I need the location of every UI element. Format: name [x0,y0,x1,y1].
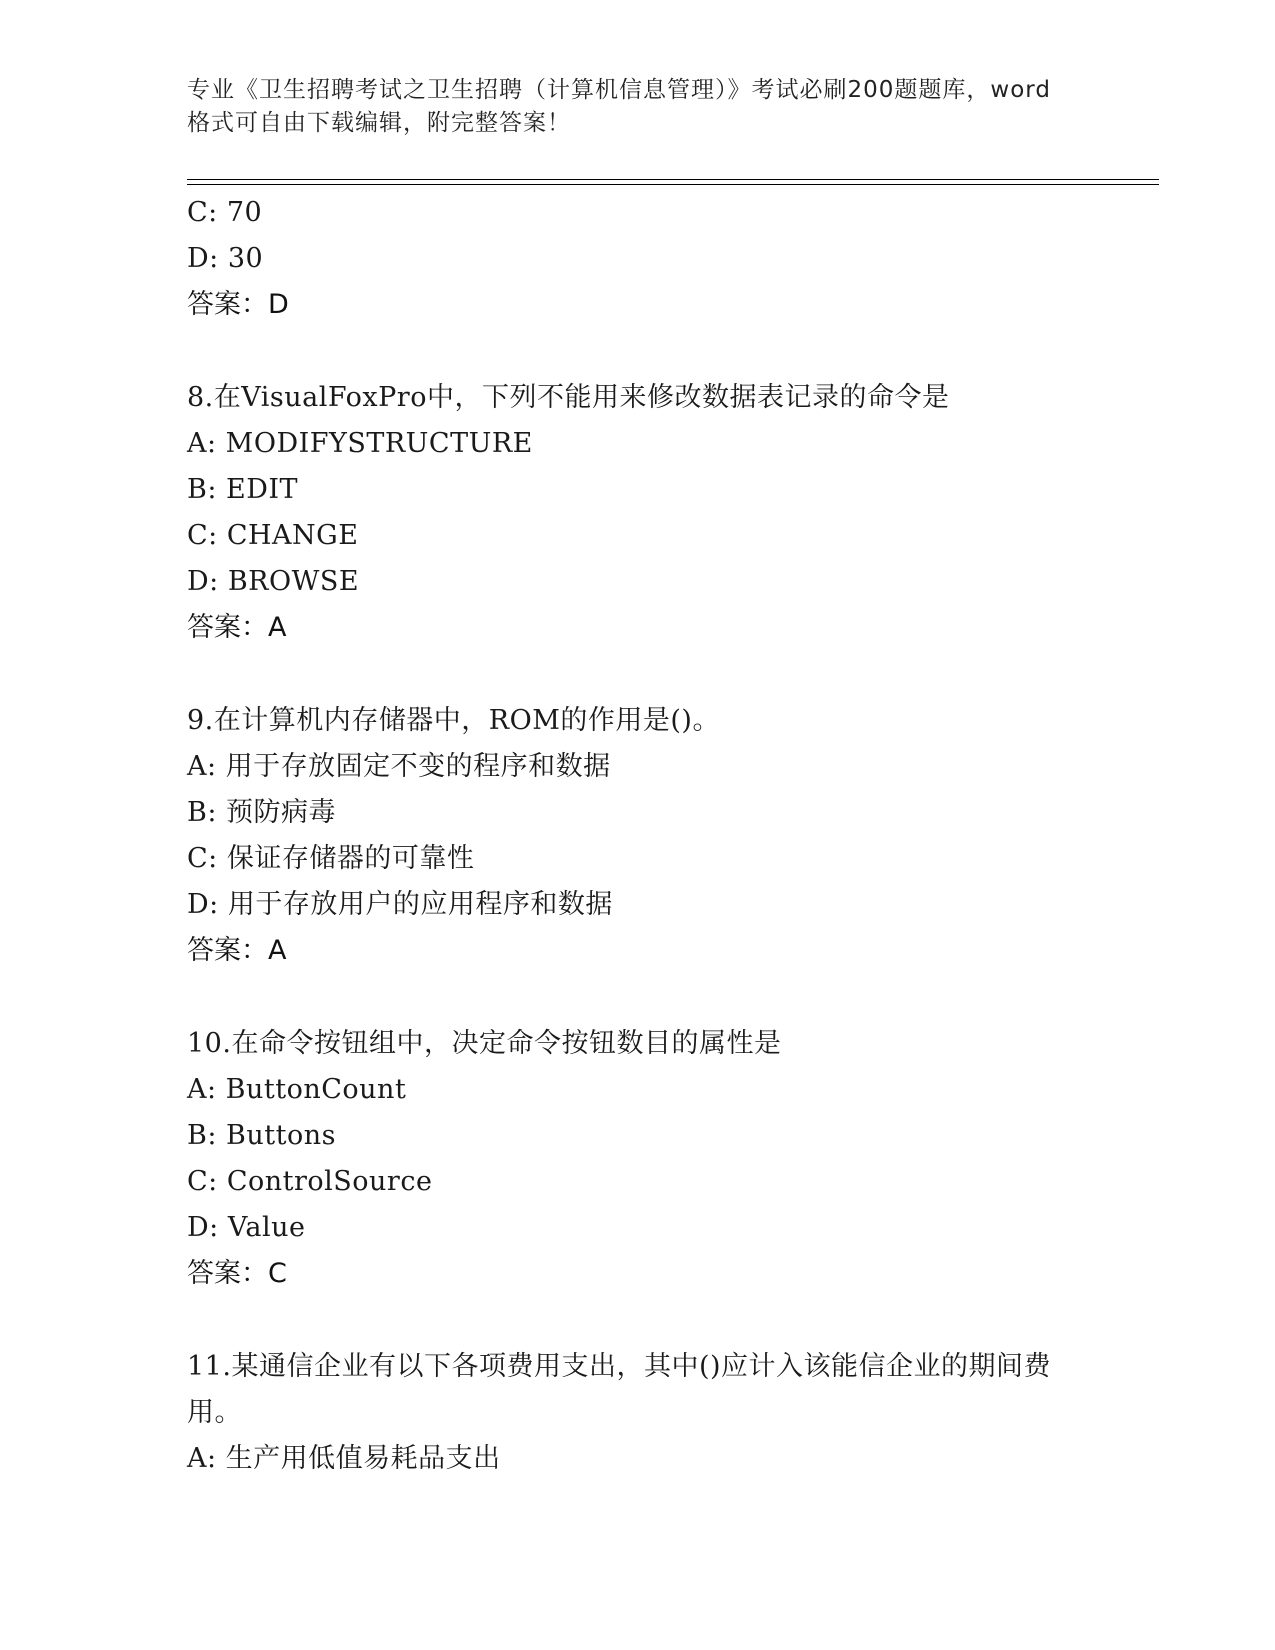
option-b: B: Buttons [187,1120,336,1151]
question-item [187,375,1087,651]
answer-line: 答案：C [187,1258,287,1289]
option-a: A: ButtonCount [187,1074,407,1105]
header-line-2: 格式可自由下载编辑，附完整答案！ [187,110,571,136]
header-divider-top [187,179,1159,180]
document-header [187,74,1087,140]
header-line-1: 专业《卫生招聘考试之卫生招聘（计算机信息管理）》考试必刷200题题库，word [187,77,1051,103]
answer-line: 答案：A [187,612,287,643]
option-d: D: 用于存放用户的应用程序和数据 [187,889,613,920]
question-continuation [187,190,1087,328]
option-c: C: ControlSource [187,1166,433,1197]
option-c: C: 保证存储器的可靠性 [187,843,475,874]
question-text: 9.在计算机内存储器中，ROM的作用是()。 [187,705,720,736]
option-c: C: 70 [187,197,263,228]
question-item [187,1344,1087,1482]
question-text: 10.在命令按钮组中，决定命令按钮数目的属性是 [187,1028,782,1059]
option-a: A: 生产用低值易耗品支出 [187,1443,501,1474]
option-d: D: BROWSE [187,566,360,597]
question-text: 8.在VisualFoxPro中，下列不能用来修改数据表记录的命令是 [187,382,950,413]
answer-line: 答案：A [187,935,287,966]
option-a: A: 用于存放固定不变的程序和数据 [187,751,611,782]
question-list [187,190,1087,1482]
option-a: A: MODIFYSTRUCTURE [187,428,533,459]
header-divider-bottom [187,184,1159,185]
option-d: D: 30 [187,243,264,274]
question-item [187,1021,1087,1297]
question-text: 11.某通信企业有以下各项费用支出，其中()应计入该能信企业的期间费用。 [187,1351,1052,1428]
option-b: B: EDIT [187,474,299,505]
answer-line: 答案：D [187,289,289,320]
option-d: D: Value [187,1212,306,1243]
option-b: B: 预防病毒 [187,797,337,828]
option-c: C: CHANGE [187,520,359,551]
question-item [187,698,1087,974]
